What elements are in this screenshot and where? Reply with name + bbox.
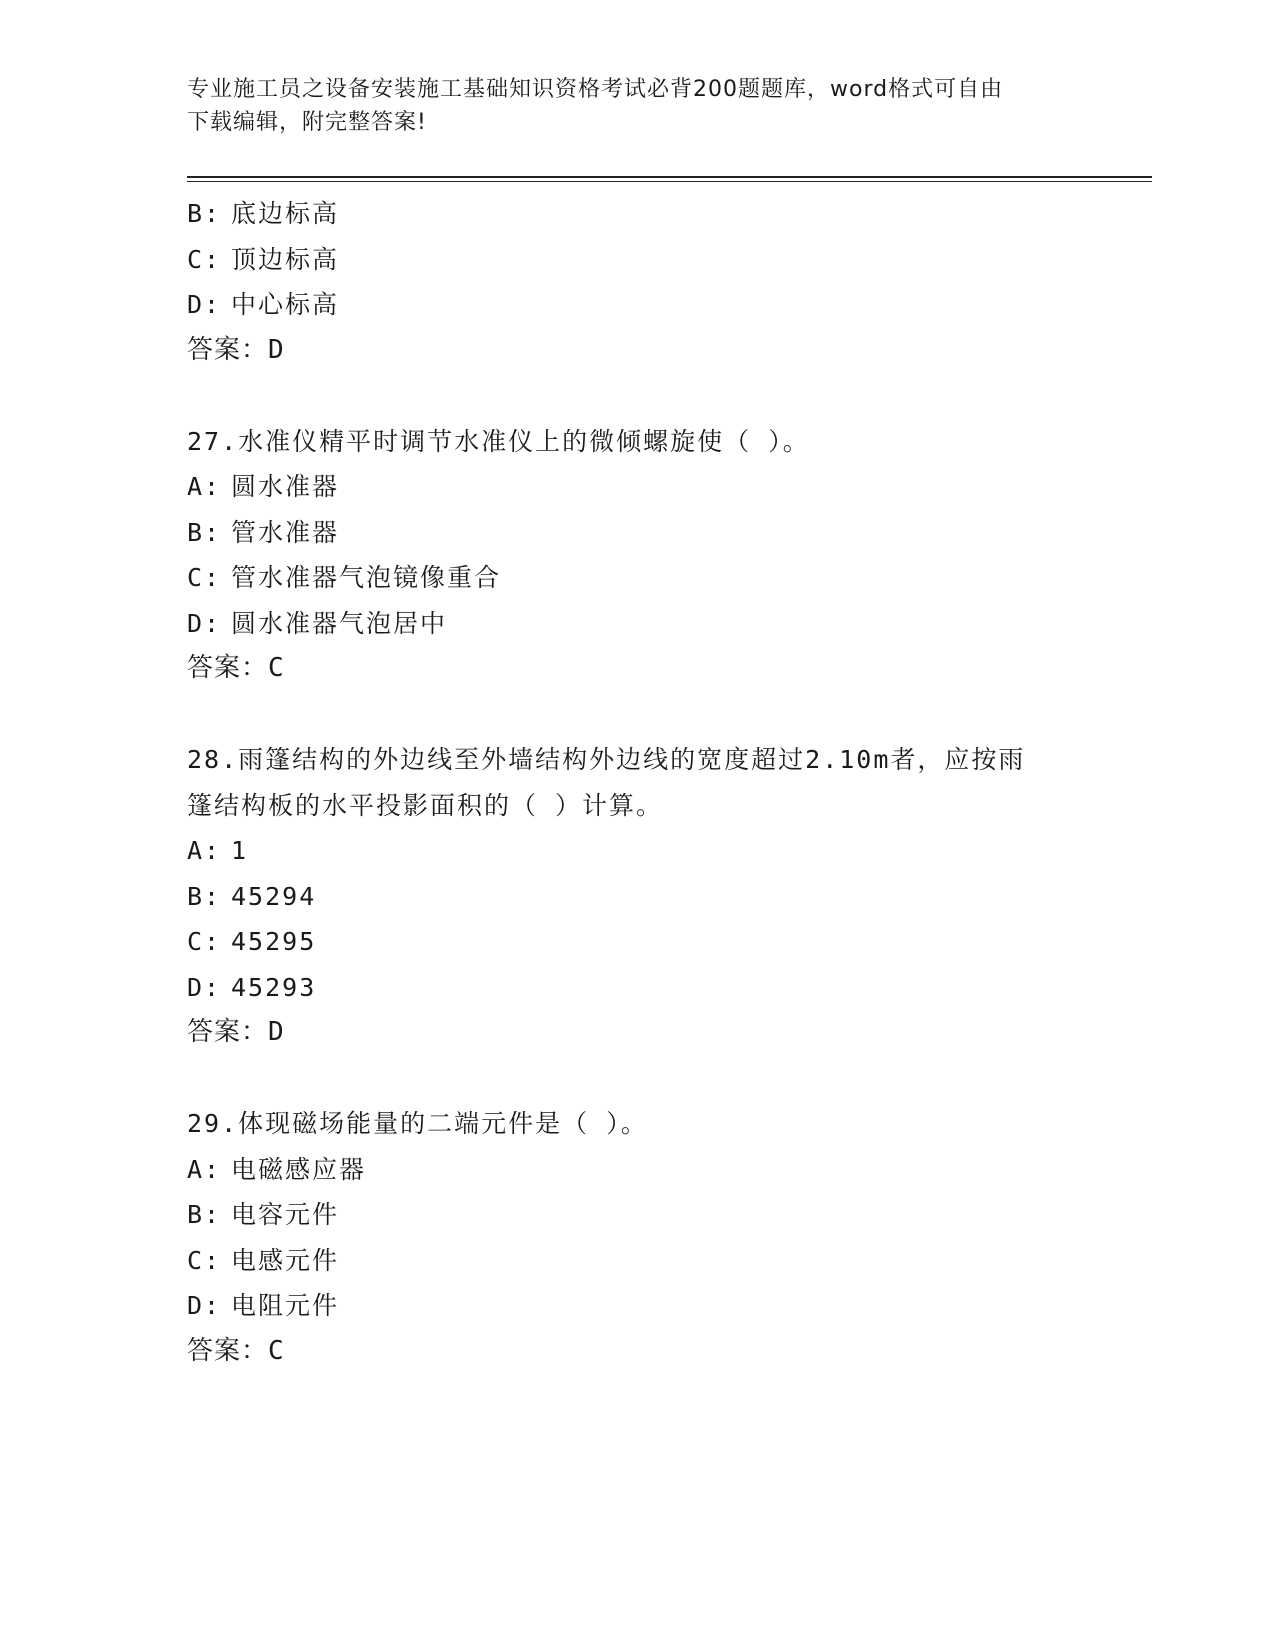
option-letter: C: — [187, 1245, 222, 1275]
option-line — [187, 555, 1087, 601]
question-list — [187, 191, 1087, 1374]
option-text: 电阻元件 — [231, 1291, 340, 1320]
question-spacer — [187, 1056, 1087, 1102]
header-title-line-1: 专业施工员之设备安装施工基础知识资格考试必背200题题库，word格式可自由 — [187, 77, 1004, 102]
option-letter: C: — [187, 927, 222, 956]
answer-value: D — [268, 334, 285, 365]
option-text: 电容元件 — [231, 1200, 340, 1229]
option-letter: B: — [187, 881, 222, 911]
option-line — [187, 828, 1087, 874]
option-text: 顶边标高 — [231, 244, 340, 274]
option-line — [187, 1238, 1087, 1284]
option-line — [187, 191, 1087, 237]
option-text: 圆水准器 — [231, 472, 340, 501]
option-text: 底边标高 — [231, 199, 340, 228]
answer-line — [187, 1329, 1087, 1375]
option-letter: C: — [187, 563, 222, 592]
question-28 — [187, 737, 1087, 1056]
question-partial — [187, 191, 1087, 373]
option-text: 电感元件 — [231, 1245, 340, 1275]
option-line — [187, 464, 1087, 510]
option-text: 45293 — [231, 972, 317, 1002]
option-line — [187, 874, 1087, 920]
option-line — [187, 282, 1087, 328]
question-29 — [187, 1101, 1087, 1374]
question-stem-continued: 篷结构板的水平投影面积的（ ）计算。 — [187, 790, 664, 820]
option-text: 1 — [231, 836, 249, 865]
header-divider-thin — [187, 181, 1152, 182]
question-27 — [187, 419, 1087, 692]
option-line — [187, 919, 1087, 965]
question-spacer — [187, 373, 1087, 419]
option-line — [187, 1283, 1087, 1329]
answer-line — [187, 328, 1087, 374]
option-text: 管水准器气泡镜像重合 — [231, 563, 502, 592]
option-text: 圆水准器气泡居中 — [231, 608, 448, 638]
option-line — [187, 510, 1087, 556]
answer-value: D — [268, 1017, 285, 1047]
option-letter: D: — [187, 608, 222, 638]
answer-line — [187, 646, 1087, 692]
option-letter: B: — [187, 517, 222, 547]
option-letter: A: — [187, 472, 222, 501]
answer-value: C — [268, 653, 285, 683]
header-divider-thick — [187, 176, 1152, 178]
option-letter: B: — [187, 199, 222, 228]
option-letter: B: — [187, 1200, 222, 1229]
answer-label: 答案： — [187, 653, 269, 683]
option-text: 45295 — [231, 927, 317, 956]
option-text: 管水准器 — [231, 517, 340, 547]
option-line — [187, 965, 1087, 1011]
option-line — [187, 601, 1087, 647]
option-letter: D: — [187, 290, 222, 319]
option-text: 中心标高 — [231, 290, 340, 319]
header-title-line-2: 下载编辑，附完整答案! — [187, 110, 427, 135]
option-letter: C: — [187, 244, 222, 274]
answer-label: 答案： — [187, 1335, 269, 1366]
option-letter: D: — [187, 1291, 222, 1320]
answer-label: 答案： — [187, 334, 269, 365]
question-stem: 27.水准仪精平时调节水准仪上的微倾螺旋使（ ）。 — [187, 426, 810, 456]
option-text: 45294 — [231, 881, 317, 911]
option-letter: D: — [187, 972, 222, 1002]
answer-label: 答案： — [187, 1017, 269, 1047]
document-header — [187, 73, 1067, 139]
option-line — [187, 237, 1087, 283]
option-line — [187, 1192, 1087, 1238]
answer-line — [187, 1010, 1087, 1056]
question-stem: 28.雨篷结构的外边线至外墙结构外边线的宽度超过2.10m者，应按雨 — [187, 745, 1026, 774]
option-letter: A: — [187, 1154, 222, 1184]
option-letter: A: — [187, 836, 222, 865]
question-stem: 29.体现磁场能量的二端元件是（ ）。 — [187, 1109, 648, 1138]
option-line — [187, 1147, 1087, 1193]
answer-value: C — [268, 1335, 285, 1366]
option-text: 电磁感应器 — [231, 1154, 367, 1184]
question-spacer — [187, 692, 1087, 738]
